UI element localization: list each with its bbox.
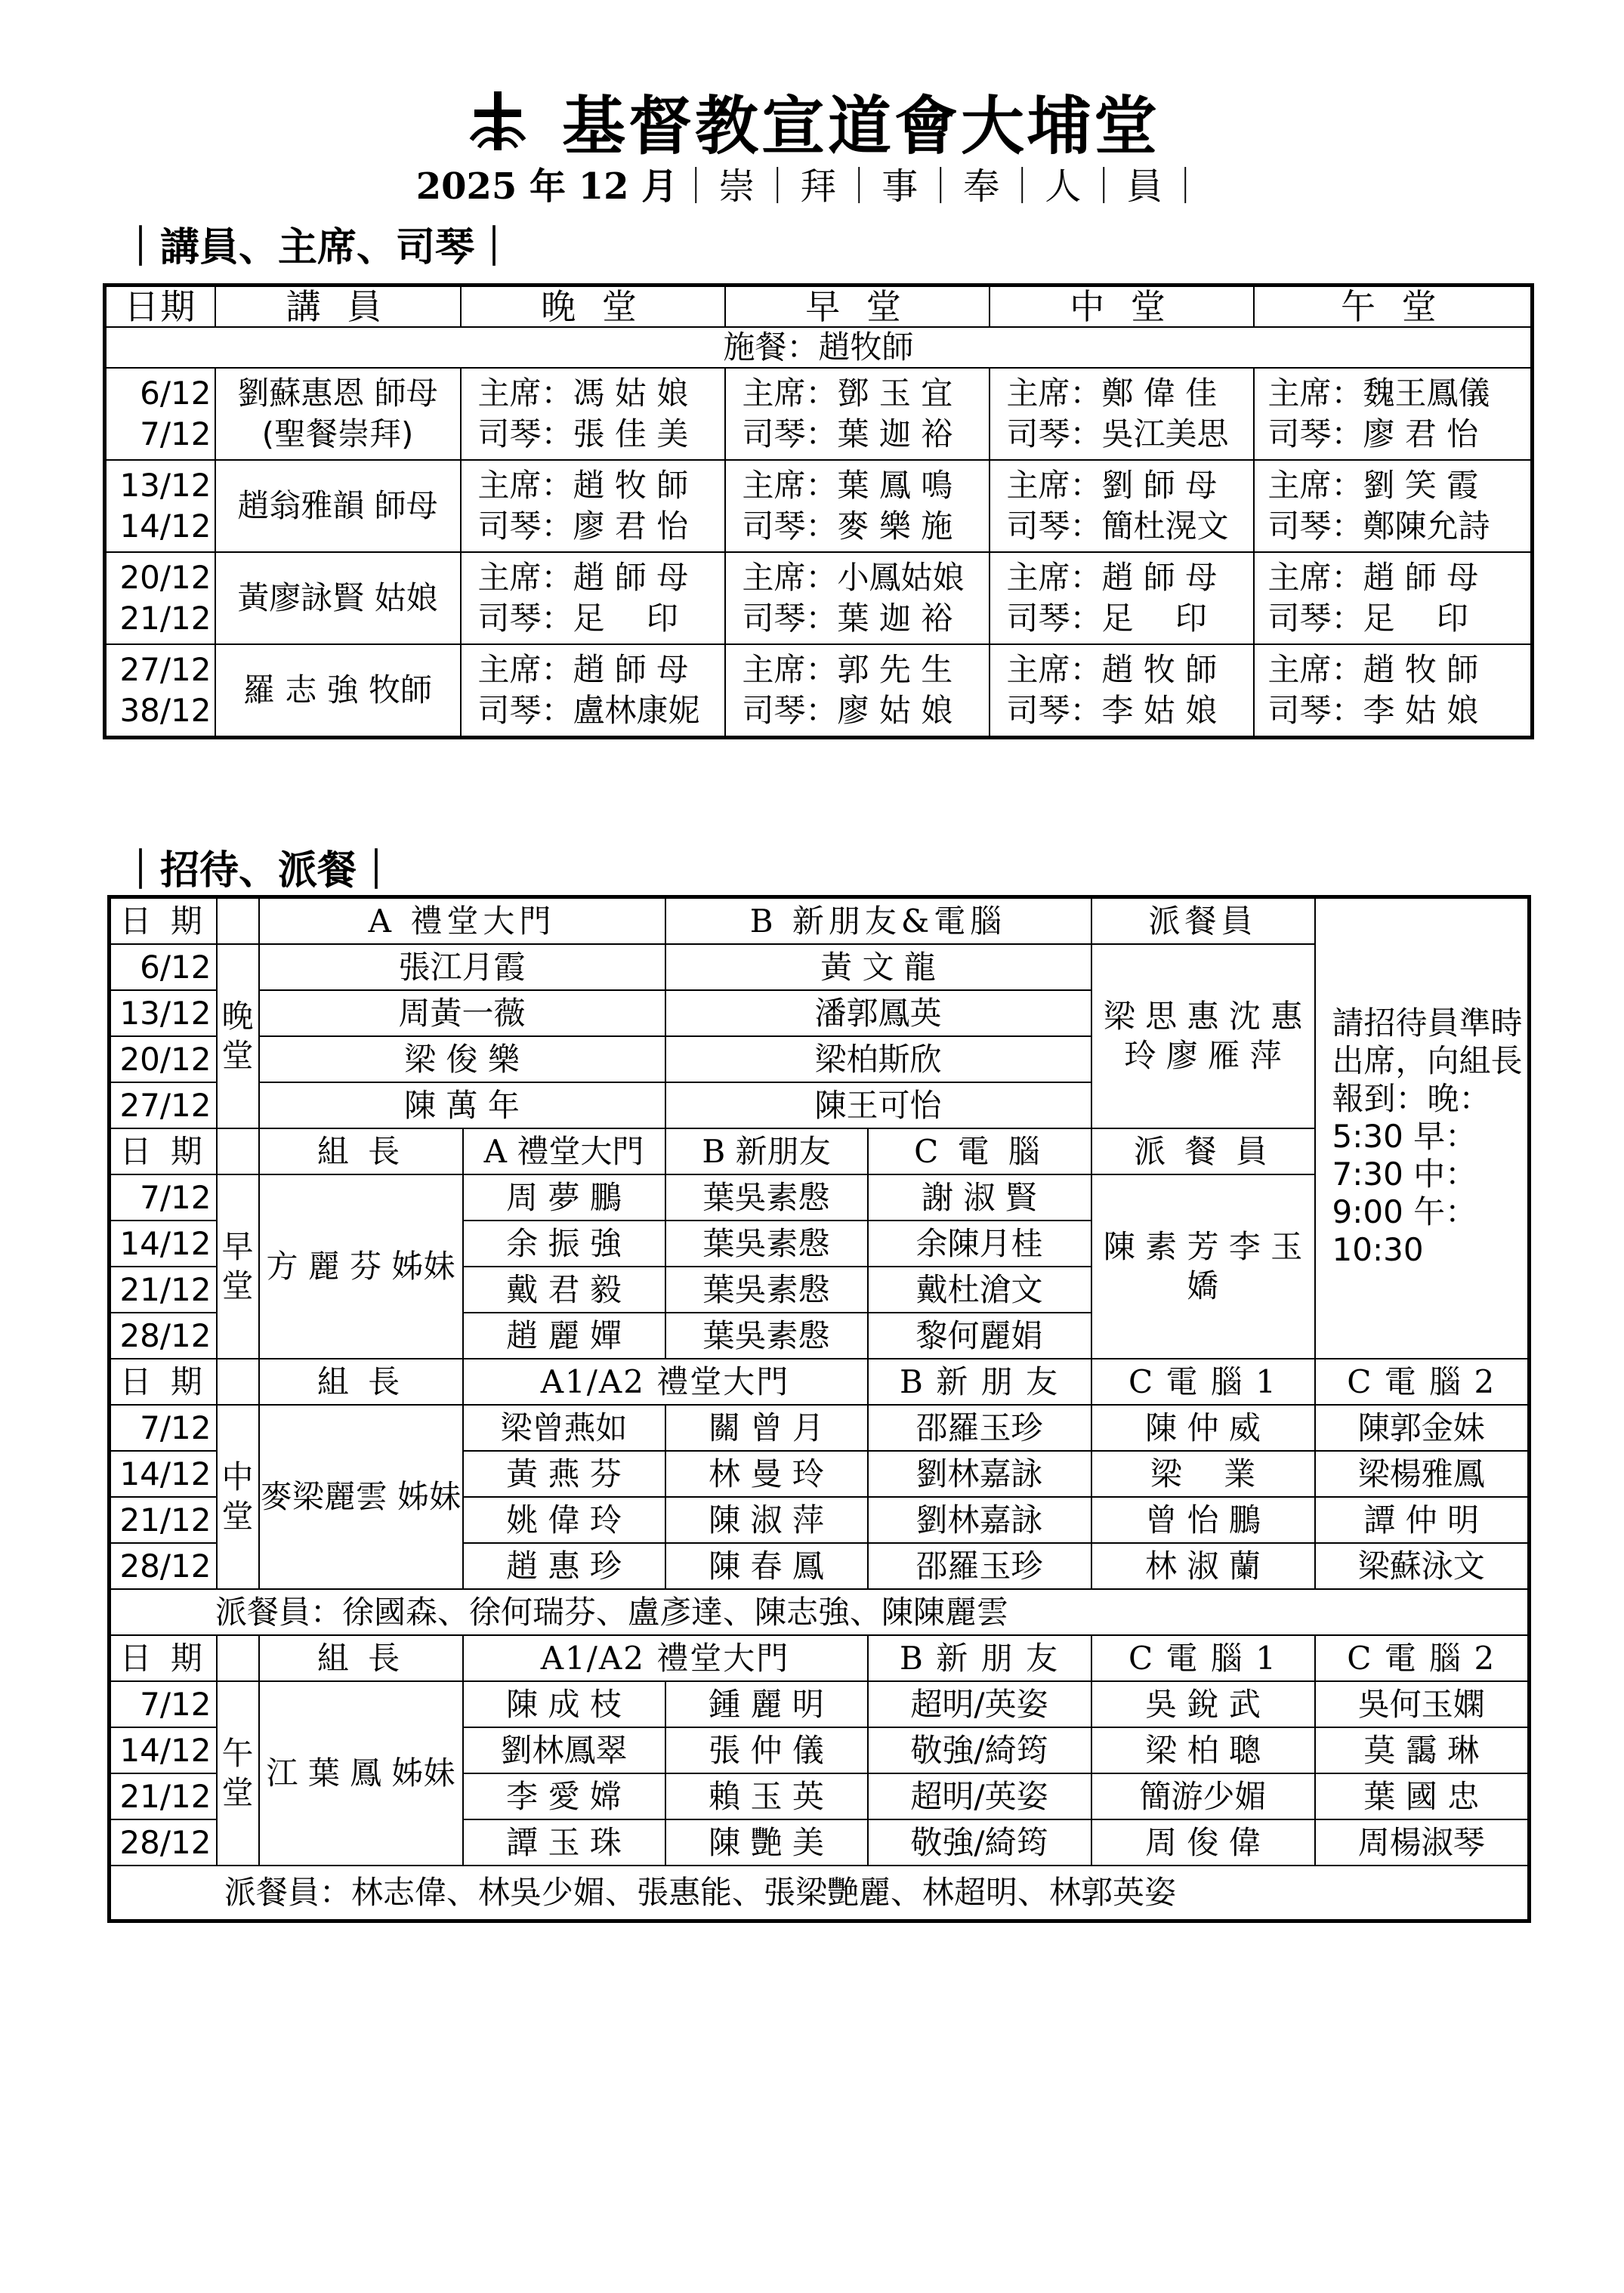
computer1-cell: 周 俊 偉 (1091, 1819, 1315, 1866)
subtitle (0, 157, 1624, 209)
door-cell: 余 振 強 (463, 1221, 665, 1267)
month-label: 2025 年 12 月 (415, 165, 678, 208)
date-header: 日 期 (110, 1635, 217, 1681)
meal-row (110, 1589, 1530, 1635)
newcomer-cell: 敬強/綺筠 (868, 1819, 1091, 1866)
door2-cell: 張 仲 儀 (665, 1727, 868, 1773)
early-cell: 主席：鄧 玉 宜 司琴：葉 迦 裕 (725, 368, 990, 460)
column-header: 晚 堂 (461, 285, 725, 328)
table-row (110, 1405, 1530, 1451)
date-cell: 6/12 7/12 (105, 368, 215, 460)
newcomer-cell: 超明/英姿 (868, 1773, 1091, 1819)
table-row (110, 1681, 1530, 1727)
door2-cell: 陳 淑 萍 (665, 1497, 868, 1543)
column-header: 早 堂 (725, 285, 990, 328)
newcomer-cell: 劉林嘉詠 (868, 1451, 1091, 1497)
door2-cell: 陳 春 鳳 (665, 1543, 868, 1589)
computer2-cell: 莫 靄 琳 (1315, 1727, 1530, 1773)
column-header: 日期 (105, 285, 215, 328)
service-label: 中堂 (217, 1405, 259, 1589)
newcomer-cell: 葉吳素慇 (665, 1221, 868, 1267)
church-logo-icon (464, 87, 532, 155)
noon-cell: 主席：劉 笑 霞 司琴：鄭陳允詩 (1254, 460, 1533, 552)
roles-label: ｜崇｜拜｜事｜奉｜人｜員｜ (678, 165, 1209, 208)
door1-cell: 黃 燕 芬 (463, 1451, 665, 1497)
leader-header: 組 長 (259, 1128, 463, 1174)
computer-cell: 謝 淑 賢 (868, 1174, 1091, 1221)
computer1-cell: 陳 仲 威 (1091, 1405, 1315, 1451)
column-header: 講 員 (215, 285, 461, 328)
computer1-cell: 吳 銳 武 (1091, 1681, 1315, 1727)
leader-cell: 江 葉 鳳 姊妹 (259, 1681, 463, 1866)
door1-cell: 陳 成 枝 (463, 1681, 665, 1727)
door-cell: 戴 君 毅 (463, 1267, 665, 1313)
middle-meal-servers: 派餐員：徐國森、徐何瑞芬、盧彥達、陳志強、陳陳麗雲 (110, 1589, 1530, 1635)
door-cell: 趙 麗 嬋 (463, 1313, 665, 1359)
computer1-cell: 簡游少媚 (1091, 1773, 1315, 1819)
computer1-cell: 梁 柏 聰 (1091, 1727, 1315, 1773)
computer2-cell: 梁蘇泳文 (1315, 1543, 1530, 1589)
date-cell: 13/12 (110, 990, 217, 1036)
early-cell: 主席：郭 先 生 司琴：廖 姑 娘 (725, 644, 990, 738)
banner-row (105, 327, 1533, 368)
newcomer-cell: 劉林嘉詠 (868, 1497, 1091, 1543)
leader-cell: 方 麗 芬 姊妹 (259, 1174, 463, 1359)
newcomer-cell: 葉吳素慇 (665, 1267, 868, 1313)
noon-cell: 主席：魏王鳳儀 司琴：廖 君 怡 (1254, 368, 1533, 460)
date-cell: 14/12 (110, 1727, 217, 1773)
table-row (105, 368, 1533, 460)
section1-heading: ｜講員、主席、司琴｜ (121, 224, 514, 270)
date-cell: 28/12 (110, 1819, 217, 1866)
computer2-header: C 電 腦 2 (1315, 1635, 1530, 1681)
door-cell: 周黃一薇 (259, 990, 665, 1036)
computer1-header: C 電 腦 1 (1091, 1635, 1315, 1681)
date-cell: 14/12 (110, 1451, 217, 1497)
meal-cell: 梁 思 惠 沈 惠 玲 廖 雁 萍 (1091, 944, 1315, 1128)
noon-cell: 主席：趙 師 母 司琴：足 印 (1254, 552, 1533, 644)
middle-cell: 主席：趙 師 母 司琴：足 印 (990, 552, 1254, 644)
computer2-cell: 葉 國 忠 (1315, 1773, 1530, 1819)
newcomer-header: B 新朋友&電腦 (665, 897, 1091, 945)
date-cell: 21/12 (110, 1497, 217, 1543)
evening-cell: 主席：趙 師 母 司琴：盧林康妮 (461, 644, 725, 738)
noon-cell: 主席：趙 牧 師 司琴：李 姑 娘 (1254, 644, 1533, 738)
evening-cell: 主席：趙 師 母 司琴：足 印 (461, 552, 725, 644)
noon-header-row (110, 1635, 1530, 1681)
newcomer-cell: 超明/英姿 (868, 1681, 1091, 1727)
newcomer-cell: 潘郭鳳英 (665, 990, 1091, 1036)
newcomer-cell: 梁柏斯欣 (665, 1036, 1091, 1082)
computer2-cell: 周楊淑琴 (1315, 1819, 1530, 1866)
door-cell: 陳 萬 年 (259, 1082, 665, 1128)
table-row (105, 460, 1533, 552)
door1-cell: 李 愛 嫦 (463, 1773, 665, 1819)
door2-cell: 林 曼 玲 (665, 1451, 868, 1497)
newcomer-cell: 黃 文 龍 (665, 944, 1091, 990)
door-cell: 周 夢 鵬 (463, 1174, 665, 1221)
door-cell: 張江月霞 (259, 944, 665, 990)
date-cell: 7/12 (110, 1174, 217, 1221)
date-cell: 7/12 (110, 1405, 217, 1451)
date-cell: 27/12 (110, 1082, 217, 1128)
computer-header: C 電 腦 (868, 1128, 1091, 1174)
newcomer-header: B 新 朋 友 (868, 1359, 1091, 1405)
door-header: A 禮堂大門 (463, 1128, 665, 1174)
newcomer-cell: 葉吳素慇 (665, 1313, 868, 1359)
door1-cell: 姚 偉 玲 (463, 1497, 665, 1543)
door2-cell: 鍾 麗 明 (665, 1681, 868, 1727)
date-cell: 21/12 (110, 1773, 217, 1819)
computer1-header: C 電 腦 1 (1091, 1359, 1315, 1405)
meal-row (110, 1866, 1530, 1921)
computer2-cell: 陳郭金妹 (1315, 1405, 1530, 1451)
newcomer-cell: 邵羅玉珍 (868, 1405, 1091, 1451)
leader-header: 組 長 (259, 1635, 463, 1681)
computer-cell: 戴杜滄文 (868, 1267, 1091, 1313)
date-header: 日 期 (110, 897, 217, 945)
computer1-cell: 林 淑 蘭 (1091, 1543, 1315, 1589)
date-header: 日 期 (110, 1128, 217, 1174)
computer2-cell: 吳何玉嫻 (1315, 1681, 1530, 1727)
reporting-note: 請招待員準時出席，向組長報到：晚：5:30 早：7:30 中：9:00 午：10:30 (1315, 897, 1530, 1359)
door-cell: 梁 俊 樂 (259, 1036, 665, 1082)
door-header: A1/A2 禮堂大門 (463, 1635, 868, 1681)
computer1-cell: 梁 業 (1091, 1451, 1315, 1497)
date-cell: 14/12 (110, 1221, 217, 1267)
table-header-row (105, 285, 1533, 328)
meal-header: 派餐員 (1091, 897, 1315, 945)
date-cell: 28/12 (110, 1313, 217, 1359)
meal-banner: 施餐：趙牧師 (105, 327, 1533, 368)
door1-cell: 趙 惠 珍 (463, 1543, 665, 1589)
door1-cell: 劉林鳳翠 (463, 1727, 665, 1773)
column-header: 中 堂 (990, 285, 1254, 328)
speaker-cell: 劉蘇惠恩 師母 (聖餐崇拜) (215, 368, 461, 460)
section2-heading: ｜招待、派餐｜ (121, 847, 397, 893)
middle-cell: 主席：趙 牧 師 司琴：李 姑 娘 (990, 644, 1254, 738)
computer2-cell: 梁楊雅鳳 (1315, 1451, 1530, 1497)
door2-cell: 賴 玉 英 (665, 1773, 868, 1819)
date-cell: 7/12 (110, 1681, 217, 1727)
leader-cell: 麥梁麗雲 姊妹 (259, 1405, 463, 1589)
door1-cell: 譚 玉 珠 (463, 1819, 665, 1866)
computer1-cell: 曾 怡 鵬 (1091, 1497, 1315, 1543)
middle-header-row (110, 1359, 1530, 1405)
early-cell: 主席：小鳳姑娘 司琴：葉 迦 裕 (725, 552, 990, 644)
speakers-table (103, 283, 1534, 739)
date-cell: 21/12 (110, 1267, 217, 1313)
newcomer-cell: 敬強/綺筠 (868, 1727, 1091, 1773)
door-header: A1/A2 禮堂大門 (463, 1359, 868, 1405)
evening-cell: 主席：馮 姑 娘 司琴：張 佳 美 (461, 368, 725, 460)
early-cell: 主席：葉 鳳 鳴 司琴：麥 樂 施 (725, 460, 990, 552)
door-header: A 禮堂大門 (259, 897, 665, 945)
title-row (0, 83, 1624, 163)
meal-header: 派 餐 員 (1091, 1128, 1315, 1174)
column-header: 午 堂 (1254, 285, 1533, 328)
computer2-cell: 譚 仲 明 (1315, 1497, 1530, 1543)
date-header: 日 期 (110, 1359, 217, 1405)
church-title: 基督教宣道會大埔堂 (561, 88, 1160, 163)
door2-cell: 陳 艷 美 (665, 1819, 868, 1866)
date-cell: 6/12 (110, 944, 217, 990)
leader-header: 組 長 (259, 1359, 463, 1405)
service-label: 晚堂 (217, 944, 259, 1128)
computer-cell: 黎何麗娟 (868, 1313, 1091, 1359)
speaker-cell: 羅 志 強 牧師 (215, 644, 461, 738)
service-label: 早堂 (217, 1174, 259, 1359)
service-label: 午堂 (217, 1681, 259, 1866)
newcomer-header: B 新 朋 友 (868, 1635, 1091, 1681)
newcomer-cell: 葉吳素慇 (665, 1174, 868, 1221)
date-cell: 28/12 (110, 1543, 217, 1589)
middle-cell: 主席：劉 師 母 司琴：簡杜滉文 (990, 460, 1254, 552)
date-cell: 27/12 38/12 (105, 644, 215, 738)
ushers-table (107, 895, 1531, 1923)
noon-meal-servers: 派餐員：林志偉、林吳少媚、張惠能、張梁艷麗、林超明、林郭英姿 (110, 1866, 1530, 1921)
middle-cell: 主席：鄭 偉 佳 司琴：吳江美思 (990, 368, 1254, 460)
table-row (105, 644, 1533, 738)
date-cell: 20/12 21/12 (105, 552, 215, 644)
speaker-cell: 黃廖詠賢 姑娘 (215, 552, 461, 644)
evening-header-row (110, 897, 1530, 945)
date-cell: 13/12 14/12 (105, 460, 215, 552)
date-cell: 20/12 (110, 1036, 217, 1082)
door2-cell: 關 曾 月 (665, 1405, 868, 1451)
computer2-header: C 電 腦 2 (1315, 1359, 1530, 1405)
newcomer-header: B 新朋友 (665, 1128, 868, 1174)
table-row (105, 552, 1533, 644)
door1-cell: 梁曾燕如 (463, 1405, 665, 1451)
computer-cell: 余陳月桂 (868, 1221, 1091, 1267)
evening-cell: 主席：趙 牧 師 司琴：廖 君 怡 (461, 460, 725, 552)
meal-cell: 陳 素 芳 李 玉 嬌 (1091, 1174, 1315, 1359)
speaker-cell: 趙翁雅韻 師母 (215, 460, 461, 552)
newcomer-cell: 邵羅玉珍 (868, 1543, 1091, 1589)
newcomer-cell: 陳王可怡 (665, 1082, 1091, 1128)
